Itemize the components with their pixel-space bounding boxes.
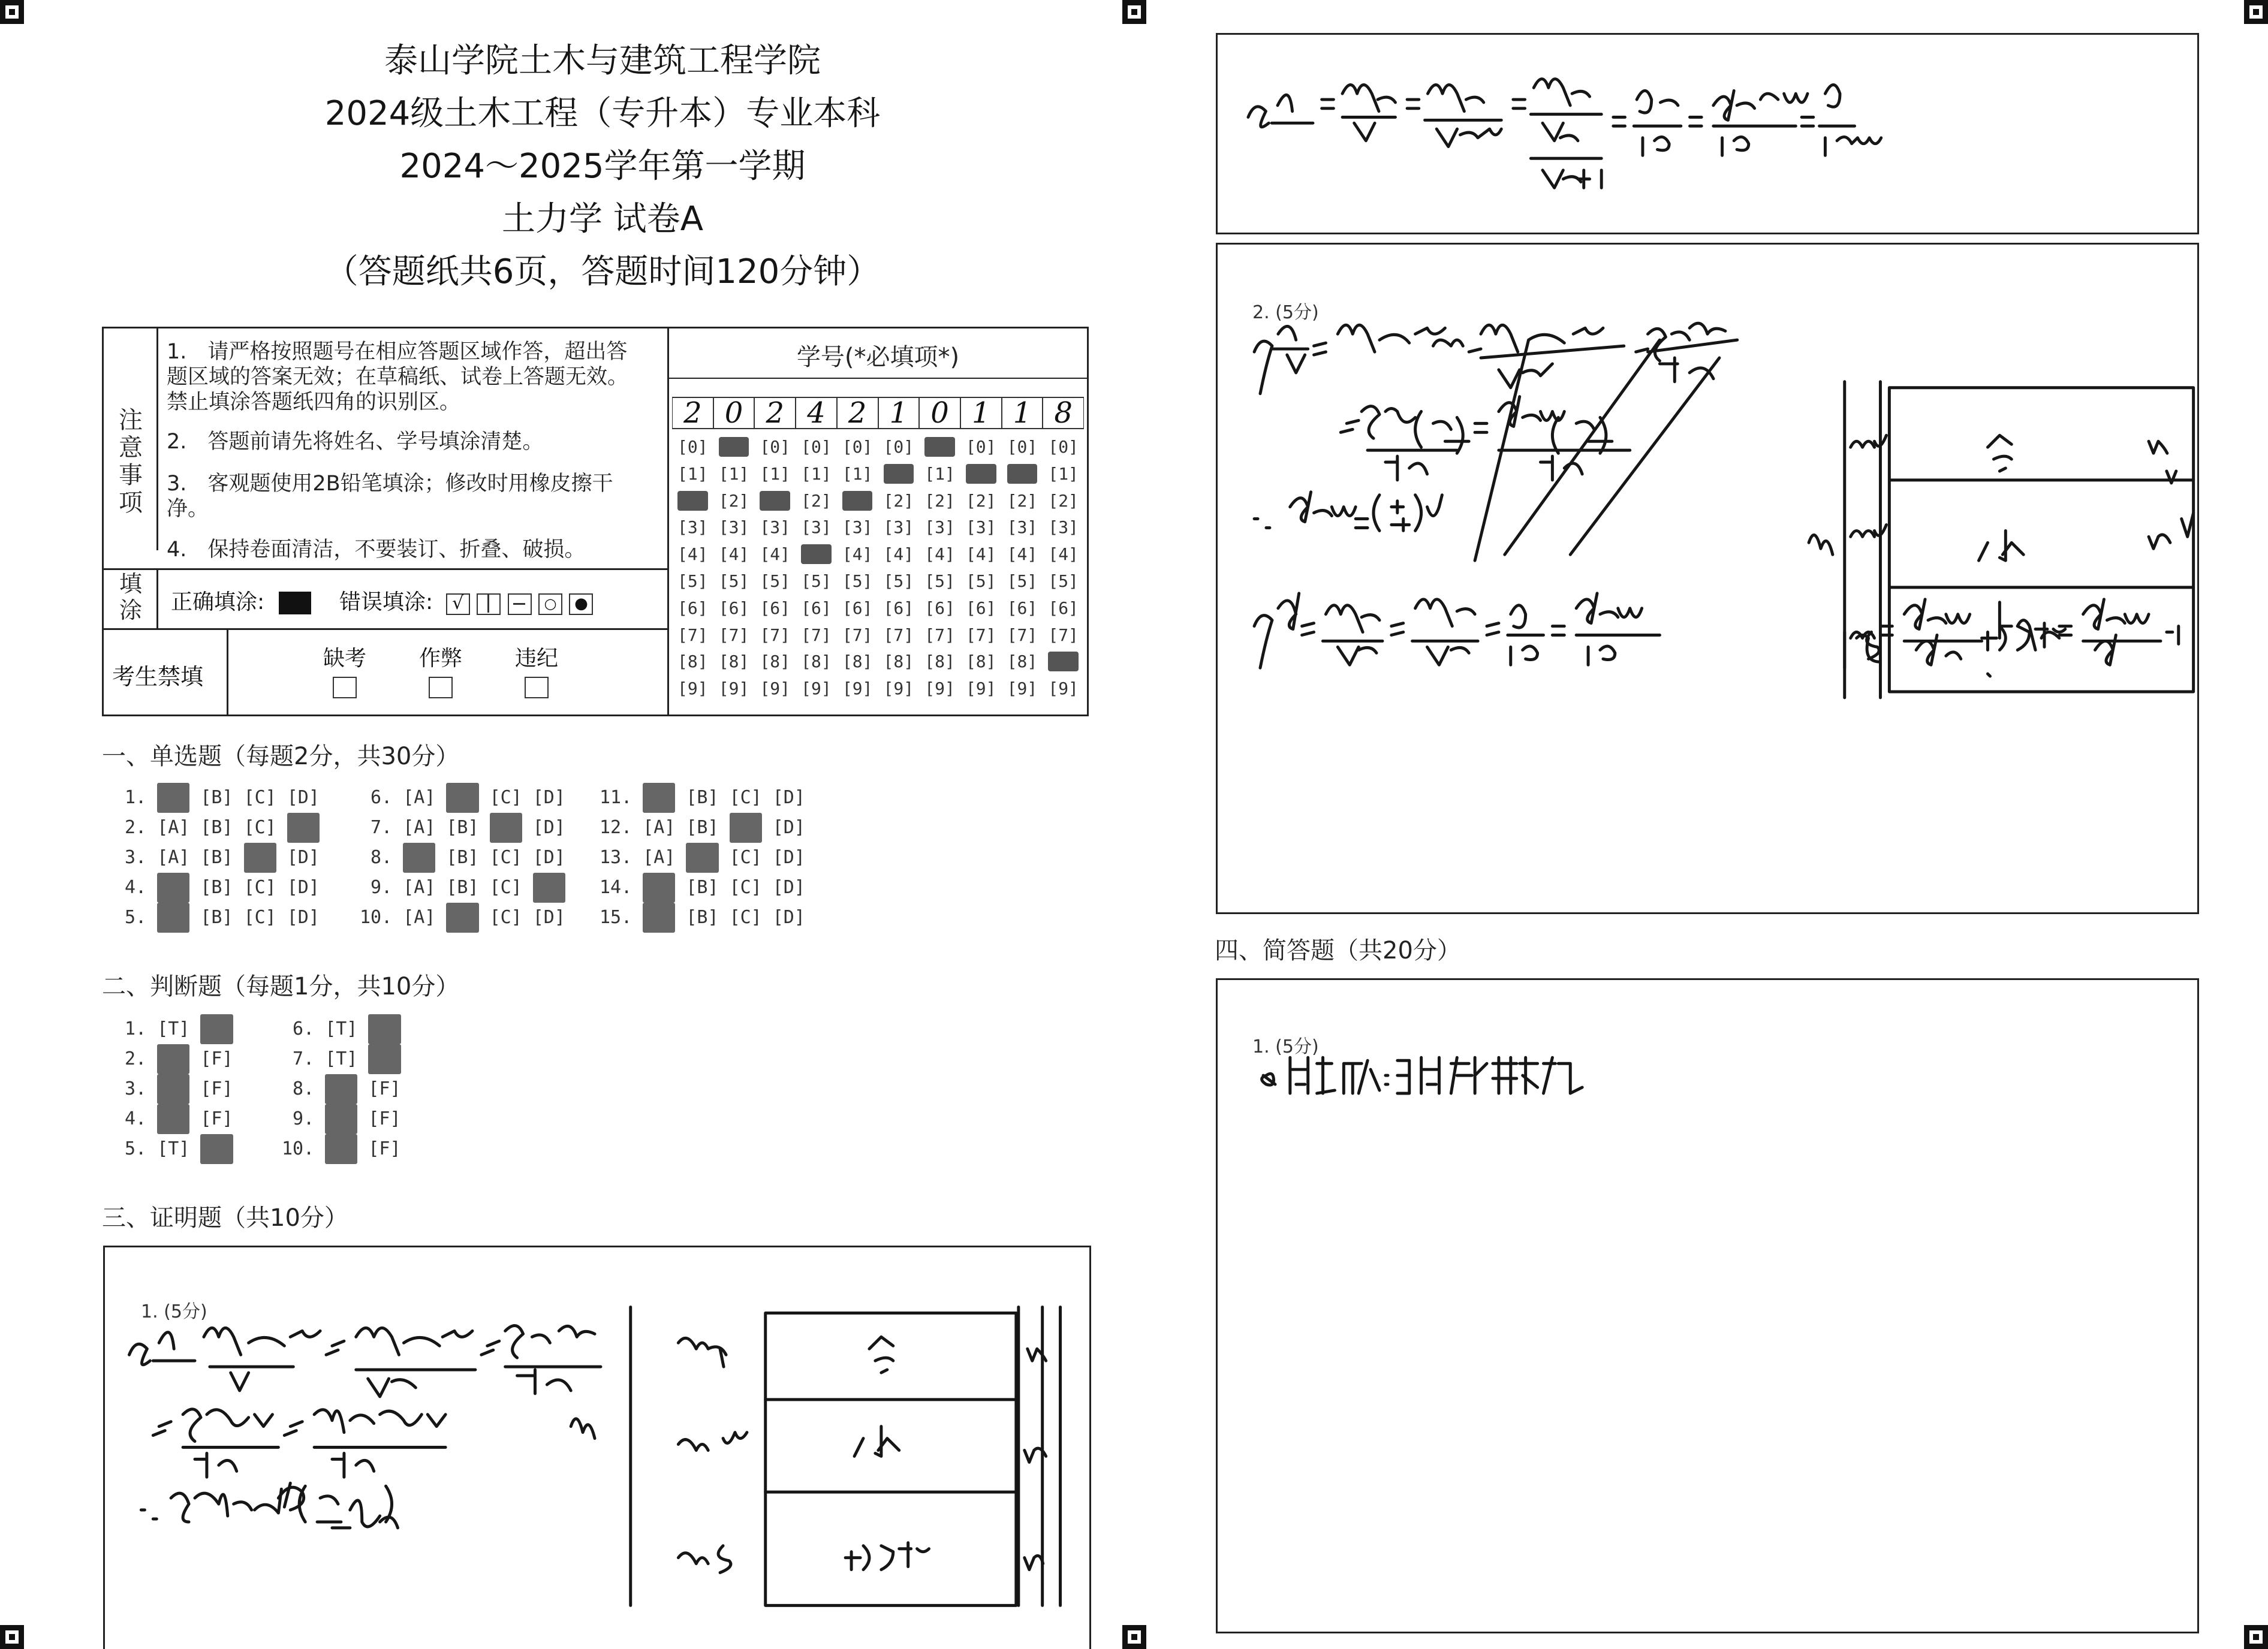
choice-bubble[interactable]: [D] bbox=[532, 907, 565, 928]
id-bubble-column bbox=[754, 434, 796, 703]
fill-label: 填 涂 bbox=[119, 571, 142, 623]
true-false-bubble[interactable]: [F] bbox=[200, 1014, 233, 1044]
id-bubble[interactable]: [7] bbox=[924, 625, 955, 645]
section-title-true-false: 二、判断题（每题1分，共10分） bbox=[102, 973, 460, 1000]
corner-marker bbox=[0, 1625, 24, 1649]
id-digit[interactable]: 8 bbox=[1043, 397, 1084, 429]
id-bubble[interactable]: [5] bbox=[801, 571, 832, 591]
id-bubble[interactable]: [5] bbox=[842, 571, 873, 591]
id-bubble[interactable]: [2] bbox=[924, 490, 955, 511]
choice-bubble[interactable]: [A] bbox=[403, 817, 436, 838]
choice-bubble[interactable]: [A] bbox=[403, 843, 435, 873]
id-bubble[interactable]: [6] bbox=[1007, 598, 1038, 618]
id-bubble[interactable]: [1] bbox=[677, 463, 708, 484]
choice-bubble[interactable]: [C] bbox=[729, 907, 762, 928]
id-bubble[interactable]: [0] bbox=[718, 437, 749, 457]
choice-bubble[interactable]: [B] bbox=[446, 903, 478, 933]
id-bubble[interactable]: [5] bbox=[1007, 571, 1038, 591]
choice-bubble[interactable]: [A] bbox=[403, 907, 436, 928]
id-bubble[interactable]: [7] bbox=[1007, 625, 1038, 645]
id-bubble[interactable]: [1] bbox=[1048, 463, 1079, 484]
choice-bubble[interactable]: [D] bbox=[772, 787, 805, 808]
id-bubble[interactable]: [3] bbox=[677, 517, 708, 538]
id-bubble[interactable]: [8] bbox=[1007, 652, 1038, 672]
choice-bubble[interactable]: [D] bbox=[532, 787, 565, 808]
question-label: 1. (5分) bbox=[141, 1301, 207, 1322]
id-bubble[interactable]: [9] bbox=[883, 679, 914, 699]
id-bubble[interactable]: [7] bbox=[842, 625, 873, 645]
choice-bubble[interactable]: [B] bbox=[446, 877, 479, 898]
id-digit[interactable]: 2 bbox=[754, 397, 796, 429]
id-bubble-column bbox=[960, 434, 1002, 703]
id-bubble[interactable]: [1] bbox=[801, 463, 832, 484]
handwriting-proof-1 bbox=[105, 1247, 1089, 1649]
id-bubble-column bbox=[713, 434, 755, 703]
choice-bubble[interactable]: [B] bbox=[200, 787, 233, 808]
choice-bubble[interactable]: [C] bbox=[489, 877, 522, 898]
id-digit[interactable]: 1 bbox=[960, 397, 1002, 429]
choice-bubble[interactable]: [B] bbox=[686, 843, 718, 873]
answer-box-proof-2[interactable] bbox=[1216, 243, 2199, 914]
id-bubble[interactable]: [8] bbox=[760, 652, 791, 672]
id-bubble[interactable]: [4] bbox=[1048, 544, 1079, 565]
id-bubble[interactable]: [2] bbox=[718, 490, 749, 511]
choice-bubble[interactable]: [C] bbox=[490, 813, 522, 843]
choice-bubble[interactable]: [C] bbox=[243, 907, 276, 928]
choice-bubble[interactable]: [A] bbox=[643, 847, 676, 868]
id-bubble[interactable]: [4] bbox=[801, 544, 832, 565]
id-bubble[interactable]: [2] bbox=[1048, 490, 1079, 511]
id-bubble[interactable]: [8] bbox=[1048, 652, 1079, 672]
id-bubble[interactable]: [8] bbox=[677, 652, 708, 672]
id-bubble[interactable]: [2] bbox=[801, 490, 832, 511]
id-bubble[interactable]: [5] bbox=[677, 571, 708, 591]
true-false-bubble[interactable]: [T] bbox=[325, 1134, 357, 1164]
notice-label: 注 意 事 项 bbox=[119, 406, 143, 517]
single-choice-row: 13. [A] [B] [C] [D] bbox=[600, 843, 805, 873]
choice-bubble[interactable]: [C] bbox=[489, 787, 522, 808]
true-false-row: 2. [T] [F] bbox=[114, 1044, 233, 1074]
id-digit[interactable]: 2 bbox=[672, 397, 713, 429]
id-bubble[interactable]: [6] bbox=[965, 598, 996, 618]
true-false-bubble[interactable]: [T] bbox=[157, 1104, 189, 1134]
fill-example bbox=[171, 585, 593, 616]
id-bubble-column bbox=[796, 434, 837, 703]
single-choice-row: 15. [A] [B] [C] [D] bbox=[600, 903, 805, 933]
id-digit[interactable]: 0 bbox=[919, 397, 960, 429]
true-false-bubble[interactable]: [F] bbox=[368, 1044, 400, 1074]
id-digit[interactable]: 0 bbox=[713, 397, 755, 429]
id-bubble[interactable]: [1] bbox=[842, 463, 873, 484]
answer-box-proof-1-continued[interactable] bbox=[1216, 33, 2199, 234]
id-digit[interactable]: 2 bbox=[837, 397, 878, 429]
choice-bubble[interactable]: [A] bbox=[157, 783, 189, 813]
choice-bubble[interactable]: [A] bbox=[643, 873, 675, 903]
id-bubble[interactable]: [2] bbox=[760, 490, 791, 511]
id-bubble[interactable]: [8] bbox=[883, 652, 914, 672]
single-choice-row: 12. [A] [B] [C] [D] bbox=[600, 813, 805, 843]
id-bubble[interactable]: [7] bbox=[760, 625, 791, 645]
choice-bubble[interactable]: [A] bbox=[157, 847, 190, 868]
section-title-short-answer: 四、简答题（共20分） bbox=[1215, 937, 1461, 964]
id-bubble[interactable]: [7] bbox=[965, 625, 996, 645]
id-bubble[interactable]: [2] bbox=[883, 490, 914, 511]
question-label: 2. (5分) bbox=[1252, 302, 1319, 323]
id-bubble-column bbox=[878, 434, 920, 703]
true-false-bubble[interactable]: [T] bbox=[157, 1044, 189, 1074]
id-bubble[interactable]: [6] bbox=[1048, 598, 1079, 618]
student-id-digits bbox=[672, 397, 1084, 429]
question-label: 1. (5分) bbox=[1252, 1036, 1319, 1057]
id-bubble[interactable]: [2] bbox=[842, 490, 873, 511]
choice-bubble[interactable]: [C] bbox=[489, 907, 522, 928]
true-false-bubble[interactable]: [F] bbox=[368, 1014, 400, 1044]
cheat-checkbox[interactable] bbox=[429, 677, 453, 698]
notice-item: 3. 客观题使用2B铅笔填涂；修改时用橡皮擦干净。 bbox=[167, 472, 613, 521]
student-id-panel bbox=[669, 328, 1087, 715]
id-bubble[interactable]: [6] bbox=[883, 598, 914, 618]
id-bubble[interactable]: [3] bbox=[842, 517, 873, 538]
true-false-row: 9. [T] [F] bbox=[282, 1104, 401, 1134]
id-bubble[interactable]: [0] bbox=[883, 437, 914, 457]
forbidden-label: 考生禁填 bbox=[112, 664, 204, 690]
student-id-title: 学号(*必填项*) bbox=[796, 343, 960, 371]
id-bubble[interactable]: [9] bbox=[924, 679, 955, 699]
choice-bubble[interactable]: [B] bbox=[200, 817, 233, 838]
id-bubble[interactable]: [5] bbox=[965, 571, 996, 591]
exam-subject: 土力学 试卷A bbox=[501, 200, 704, 239]
id-bubble[interactable]: [5] bbox=[718, 571, 749, 591]
choice-bubble[interactable]: [C] bbox=[243, 787, 276, 808]
choice-bubble[interactable]: [B] bbox=[200, 877, 233, 898]
single-choice-row: 5. [A] [B] [C] [D] bbox=[114, 903, 320, 933]
id-bubble[interactable]: [5] bbox=[1048, 571, 1079, 591]
choice-bubble[interactable]: [D] bbox=[772, 877, 805, 898]
single-choice-row: 8. [A] [B] [C] [D] bbox=[360, 843, 565, 873]
id-bubble[interactable]: [1] bbox=[1007, 463, 1038, 484]
section-title-single-choice: 一、单选题（每题2分，共30分） bbox=[102, 743, 460, 770]
id-digit[interactable]: 4 bbox=[796, 397, 837, 429]
id-bubble[interactable]: [2] bbox=[965, 490, 996, 511]
id-bubble[interactable]: [6] bbox=[760, 598, 791, 618]
id-bubble[interactable]: [4] bbox=[760, 544, 791, 565]
true-false-row: 10. [T] [F] bbox=[282, 1134, 401, 1164]
id-bubble[interactable]: [2] bbox=[1007, 490, 1038, 511]
choice-bubble[interactable]: [C] bbox=[244, 843, 276, 873]
true-false-row: 4. [T] [F] bbox=[114, 1104, 233, 1134]
choice-bubble[interactable]: [A] bbox=[403, 877, 436, 898]
id-bubble[interactable]: [1] bbox=[883, 463, 914, 484]
id-bubble[interactable]: [7] bbox=[1048, 625, 1079, 645]
id-digit[interactable]: 1 bbox=[1002, 397, 1043, 429]
true-false-bubble[interactable]: [T] bbox=[157, 1018, 190, 1039]
wrong-fill-marks: √ ○ ● bbox=[446, 591, 594, 616]
corner-marker bbox=[2244, 1625, 2268, 1649]
choice-bubble[interactable]: [C] bbox=[730, 813, 762, 843]
choice-bubble[interactable]: [D] bbox=[287, 847, 320, 868]
single-choice-row: 10. [A] [B] [C] [D] bbox=[360, 903, 565, 933]
choice-bubble[interactable]: [D] bbox=[772, 907, 805, 928]
choice-bubble[interactable]: [D] bbox=[532, 817, 565, 838]
exam-program: 2024级土木工程（专升本）专业本科 bbox=[324, 94, 881, 133]
true-false-bubble[interactable]: [T] bbox=[325, 1048, 358, 1069]
true-false-bubble[interactable]: [F] bbox=[368, 1078, 401, 1099]
true-false-bubble[interactable]: [F] bbox=[368, 1138, 401, 1159]
true-false-row: 6. [T] [F] bbox=[282, 1014, 401, 1044]
id-bubble-column bbox=[672, 434, 713, 703]
notice-item: 4. 保持卷面清洁，不要装订、折叠、破损。 bbox=[167, 538, 586, 562]
choice-bubble[interactable]: [C] bbox=[729, 847, 762, 868]
id-bubble[interactable]: [3] bbox=[1048, 517, 1079, 538]
id-bubble[interactable]: [4] bbox=[1007, 544, 1038, 565]
choice-bubble[interactable]: [D] bbox=[287, 877, 320, 898]
single-choice-column bbox=[360, 783, 565, 933]
id-bubble-column bbox=[1043, 434, 1084, 703]
id-bubble[interactable]: [0] bbox=[924, 437, 955, 457]
absent-checkbox[interactable] bbox=[333, 677, 357, 698]
choice-bubble[interactable]: [B] bbox=[686, 907, 719, 928]
id-bubble[interactable]: [9] bbox=[965, 679, 996, 699]
correct-fill-mark bbox=[279, 592, 311, 614]
id-bubble[interactable]: [9] bbox=[760, 679, 791, 699]
id-bubble[interactable]: [4] bbox=[718, 544, 749, 565]
id-bubble[interactable]: [5] bbox=[883, 571, 914, 591]
handwriting-proof-1-continued bbox=[1218, 35, 2197, 233]
id-bubble[interactable]: [7] bbox=[883, 625, 914, 645]
single-choice-row: 14. [A] [B] [C] [D] bbox=[600, 873, 805, 903]
exam-school: 泰山学院土木与建筑工程学院 bbox=[384, 41, 821, 80]
corner-marker bbox=[0, 0, 24, 24]
id-bubble[interactable]: [0] bbox=[677, 437, 708, 457]
true-false-bubble[interactable]: [T] bbox=[325, 1104, 357, 1134]
single-choice-row: 7. [A] [B] [C] [D] bbox=[360, 813, 565, 843]
choice-bubble[interactable]: [C] bbox=[489, 847, 522, 868]
single-choice-row: 3. [A] [B] [C] [D] bbox=[114, 843, 320, 873]
choice-bubble[interactable]: [B] bbox=[446, 817, 479, 838]
id-bubble[interactable]: [4] bbox=[842, 544, 873, 565]
id-bubble[interactable]: [4] bbox=[677, 544, 708, 565]
choice-bubble[interactable]: [A] bbox=[643, 903, 675, 933]
wrong-fill-label: 错误填涂: bbox=[339, 590, 433, 614]
correct-fill-label: 正确填涂: bbox=[171, 590, 265, 614]
true-false-row: 8. [T] [F] bbox=[282, 1074, 401, 1104]
true-false-bubble[interactable]: [F] bbox=[200, 1134, 233, 1164]
true-false-row: 3. [T] [F] bbox=[114, 1074, 233, 1104]
id-bubble[interactable]: [6] bbox=[801, 598, 832, 618]
id-bubble[interactable]: [8] bbox=[801, 652, 832, 672]
id-bubble[interactable]: [8] bbox=[965, 652, 996, 672]
choice-bubble[interactable]: [A] bbox=[643, 783, 675, 813]
single-choice-column bbox=[114, 783, 320, 933]
corner-marker bbox=[1122, 1625, 1146, 1649]
true-false-bubble[interactable]: [F] bbox=[368, 1108, 401, 1129]
true-false-bubble[interactable]: [F] bbox=[200, 1048, 233, 1069]
id-bubble[interactable]: [6] bbox=[718, 598, 749, 618]
corner-marker bbox=[2244, 0, 2268, 24]
id-bubble[interactable]: [6] bbox=[924, 598, 955, 618]
id-digit[interactable]: 1 bbox=[878, 397, 920, 429]
true-false-column bbox=[282, 1014, 401, 1164]
choice-bubble[interactable]: [B] bbox=[686, 817, 719, 838]
id-bubble[interactable]: [1] bbox=[924, 463, 955, 484]
id-bubble[interactable]: [9] bbox=[718, 679, 749, 699]
id-bubble[interactable]: [4] bbox=[924, 544, 955, 565]
id-bubble[interactable]: [3] bbox=[883, 517, 914, 538]
single-choice-column bbox=[600, 783, 805, 933]
handwriting-proof-2 bbox=[1218, 245, 2197, 912]
choice-bubble[interactable]: [C] bbox=[243, 817, 276, 838]
id-bubble[interactable]: [1] bbox=[760, 463, 791, 484]
exam-duration: （答题纸共6页，答题时间120分钟） bbox=[324, 252, 881, 291]
id-bubble[interactable]: [3] bbox=[760, 517, 791, 538]
notice-item: 2. 答题前请先将姓名、学号填涂清楚。 bbox=[167, 430, 544, 454]
id-bubble[interactable]: [8] bbox=[924, 652, 955, 672]
info-header bbox=[102, 327, 1089, 716]
choice-bubble[interactable]: [B] bbox=[446, 847, 479, 868]
section-title-proof: 三、证明题（共10分） bbox=[102, 1204, 348, 1232]
id-bubble[interactable]: [7] bbox=[718, 625, 749, 645]
id-bubble-column bbox=[919, 434, 960, 703]
id-bubble[interactable]: [0] bbox=[760, 437, 791, 457]
id-bubble[interactable]: [8] bbox=[842, 652, 873, 672]
choice-bubble[interactable]: [D] bbox=[772, 847, 805, 868]
answer-box-short-1[interactable] bbox=[1216, 978, 2199, 1633]
id-bubble[interactable]: [1] bbox=[718, 463, 749, 484]
answer-box-proof-1[interactable] bbox=[103, 1246, 1091, 1649]
choice-bubble[interactable]: [D] bbox=[287, 787, 320, 808]
id-bubble[interactable]: [0] bbox=[965, 437, 996, 457]
single-choice-row: 9. [A] [B] [C] [D] bbox=[360, 873, 565, 903]
discipline-checkbox[interactable] bbox=[525, 677, 549, 698]
true-false-row: 1. [T] [F] bbox=[114, 1014, 233, 1044]
single-choice-row: 4. [A] [B] [C] [D] bbox=[114, 873, 320, 903]
single-choice-row: 1. [A] [B] [C] [D] bbox=[114, 783, 320, 813]
choice-bubble[interactable]: [B] bbox=[446, 783, 478, 813]
id-bubble-column bbox=[1002, 434, 1043, 703]
notice-item: 1. 请严格按照题号在相应答题区域作答，超出答题区域的答案无效；在草稿纸、试卷上答题无效。禁止填涂答题纸四角的识别区。 bbox=[167, 340, 629, 414]
forbidden-options: 缺考 作弊 违纪 bbox=[315, 641, 567, 698]
true-false-row: 5. [T] [F] bbox=[114, 1134, 233, 1164]
choice-bubble[interactable]: [A] bbox=[643, 817, 676, 838]
id-bubble[interactable]: [7] bbox=[677, 625, 708, 645]
true-false-column bbox=[114, 1014, 233, 1164]
choice-bubble[interactable]: [A] bbox=[157, 903, 189, 933]
id-bubble[interactable]: [9] bbox=[1048, 679, 1079, 699]
true-false-row: 7. [T] [F] bbox=[282, 1044, 401, 1074]
id-bubble[interactable]: [3] bbox=[924, 517, 955, 538]
choice-bubble[interactable]: [B] bbox=[686, 787, 719, 808]
id-bubble[interactable]: [0] bbox=[1007, 437, 1038, 457]
id-bubble[interactable]: [5] bbox=[760, 571, 791, 591]
choice-bubble[interactable]: [B] bbox=[200, 907, 233, 928]
choice-bubble[interactable]: [B] bbox=[686, 877, 719, 898]
choice-bubble[interactable]: [D] bbox=[532, 847, 565, 868]
id-bubble[interactable]: [6] bbox=[842, 598, 873, 618]
id-bubble[interactable]: [3] bbox=[1007, 517, 1038, 538]
id-bubble[interactable]: [3] bbox=[965, 517, 996, 538]
single-choice-row: 11. [A] [B] [C] [D] bbox=[600, 783, 805, 813]
choice-bubble[interactable]: [D] bbox=[772, 817, 805, 838]
choice-bubble[interactable]: [B] bbox=[200, 847, 233, 868]
id-bubble[interactable]: [0] bbox=[1048, 437, 1079, 457]
id-bubble[interactable]: [4] bbox=[883, 544, 914, 565]
id-bubble[interactable]: [9] bbox=[1007, 679, 1038, 699]
choice-bubble[interactable]: [A] bbox=[403, 787, 436, 808]
id-bubble[interactable]: [2] bbox=[677, 490, 708, 511]
id-bubble[interactable]: [6] bbox=[677, 598, 708, 618]
choice-bubble[interactable]: [D] bbox=[533, 873, 565, 903]
choice-bubble[interactable]: [D] bbox=[287, 813, 320, 843]
id-bubble[interactable]: [3] bbox=[718, 517, 749, 538]
single-choice-row: 2. [A] [B] [C] [D] bbox=[114, 813, 320, 843]
id-bubble[interactable]: [0] bbox=[842, 437, 873, 457]
true-false-bubble[interactable]: [F] bbox=[200, 1078, 233, 1099]
choice-bubble[interactable]: [A] bbox=[157, 817, 190, 838]
id-bubble[interactable]: [9] bbox=[677, 679, 708, 699]
choice-bubble[interactable]: [C] bbox=[729, 877, 762, 898]
choice-bubble[interactable]: [C] bbox=[243, 877, 276, 898]
corner-marker bbox=[1122, 0, 1146, 24]
id-bubble[interactable]: [0] bbox=[801, 437, 832, 457]
true-false-bubble[interactable]: [T] bbox=[325, 1018, 358, 1039]
id-bubble[interactable]: [7] bbox=[801, 625, 832, 645]
id-bubble[interactable]: [1] bbox=[965, 463, 996, 484]
id-bubble[interactable]: [9] bbox=[801, 679, 832, 699]
true-false-bubble[interactable]: [F] bbox=[200, 1108, 233, 1129]
id-bubble[interactable]: [4] bbox=[965, 544, 996, 565]
true-false-bubble[interactable]: [T] bbox=[325, 1074, 357, 1104]
choice-bubble[interactable]: [A] bbox=[157, 873, 189, 903]
handwriting-short-1 bbox=[1218, 980, 2197, 1632]
exam-term: 2024～2025学年第一学期 bbox=[399, 147, 806, 186]
true-false-bubble[interactable]: [T] bbox=[157, 1138, 190, 1159]
id-bubble[interactable]: [5] bbox=[924, 571, 955, 591]
single-choice-row: 6. [A] [B] [C] [D] bbox=[360, 783, 565, 813]
choice-bubble[interactable]: [D] bbox=[287, 907, 320, 928]
id-bubble[interactable]: [3] bbox=[801, 517, 832, 538]
true-false-bubble[interactable]: [T] bbox=[157, 1074, 189, 1104]
id-bubble[interactable]: [8] bbox=[718, 652, 749, 672]
choice-bubble[interactable]: [C] bbox=[729, 787, 762, 808]
id-bubble[interactable]: [9] bbox=[842, 679, 873, 699]
id-bubble-column bbox=[837, 434, 878, 703]
